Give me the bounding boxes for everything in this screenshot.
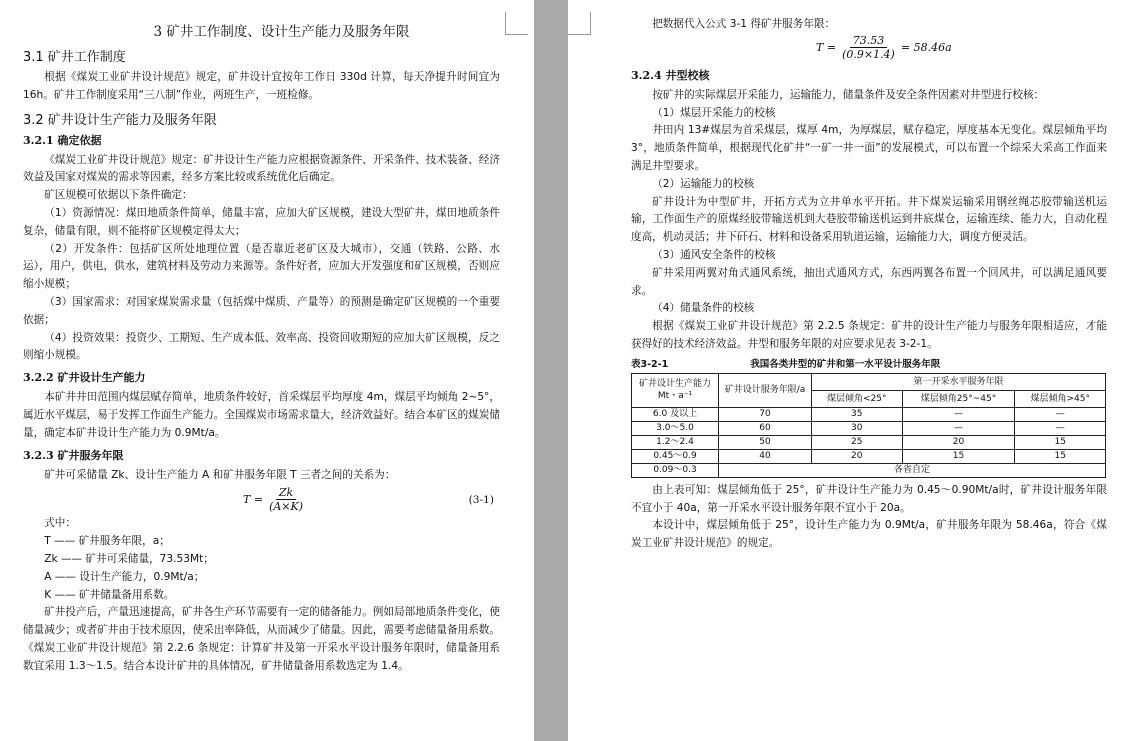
check-4-title: （4）储量条件的校核 [652, 302, 755, 315]
section-3-2-title: 3.2 矿井设计生产能力及服务年限 [23, 112, 217, 128]
table-cell: 3.0～5.0 [632, 421, 719, 435]
table-caption [631, 356, 1107, 370]
formula-numerator: Zk [276, 486, 296, 500]
table-cell: — [902, 407, 1015, 421]
service-life-table [631, 373, 1106, 478]
table-cell: 70 [719, 407, 812, 421]
service-life-formula [816, 34, 1107, 61]
table-row [632, 463, 1106, 477]
table-header-dip-gt45: 煤层倾角>45° [1015, 390, 1106, 407]
page-left-content [23, 18, 500, 676]
table-title: 我国各类井型的矿井和第一水平设计服务年限 [750, 358, 941, 370]
check-2-paragraph: 矿井设计为中型矿井，开拓方式为立井单水平开拓。井下煤炭运输采用钢丝绳芯胶带输送机运输，工作面生产的原煤经胶带输送机到大巷胶带输送机运到井底煤仓，运输连续、能力大，自动化程度高，机动灵活；井下矸石、材料和设备采用轨道运输，运输能力大，调度方便灵活。 [631, 195, 1107, 244]
definition-item: A —— 设计生产能力，0.9Mt/a； [44, 570, 205, 583]
table-cell: 25 [812, 435, 903, 449]
section-3-2-1-title: 3.2.1 确定依据 [23, 133, 102, 147]
table-row [632, 407, 1106, 421]
check-1-paragraph: 井田内 13#煤层为首采煤层，煤厚 4m，为厚煤层，赋存稳定，厚度基本无变化。煤层倾角平均 3°，地质条件简单，根据现代化矿井“一矿一井一面”的发展模式，可以布置一个综采大采高工作面来满足井型要求。 [631, 124, 1107, 172]
table-cell: 15 [1015, 435, 1106, 449]
check-3-paragraph: 矿井采用两翼对角式通风系统，抽出式通风方式，东西两翼各布置一个回风井，可以满足通风要求。 [631, 266, 1107, 297]
section-3-2-3-paragraph: 矿井可采储量 Zk、设计生产能力 A 和矿井服务年限 T 三者之间的关系为： [44, 468, 396, 481]
definition-item: Zk —— 矿井可采储量，73.53Mt； [44, 552, 214, 565]
list-item: （2）开发条件：包括矿区所处地理位置（是否靠近老矿区及大城市），交通（铁路、公路、水运），用户，供电，供水，建筑材料及劳动力来源等。条件好者，应加大开发强度和矿区规模，否则应缩小规模； [23, 242, 500, 291]
substitution-intro: 把数据代入公式 3-1 得矿井服务年限： [652, 18, 836, 30]
table-number: 表3-2-1 [631, 358, 669, 370]
list-item: （4）投资效果：投资少、工期短、生产成本低、效率高、投资回收期短的应加大矿区规模，反之则缩小规模。 [23, 331, 500, 362]
table-cell: 60 [719, 421, 812, 435]
formula-denominator: (A×K) [269, 500, 304, 514]
conclusion-paragraph-2: 本设计中，煤层倾角低于 25°，设计生产能力为 0.9Mt/a，矿井服务年限为 58.46a，符合《煤炭工业矿井设计规范》的规定。 [631, 519, 1107, 550]
table-cell: 15 [902, 449, 1015, 463]
formula-lhs: T = [243, 493, 264, 507]
table-cell: 20 [812, 449, 903, 463]
formula-where-label: 式中： [44, 517, 76, 530]
table-header-dip-lt25: 煤层倾角<25° [812, 390, 903, 407]
table-cell: 0.09～0.3 [632, 463, 719, 477]
section-3-2-3-tail-paragraph: 矿井投产后，产量迅速提高，矿井各生产环节需要有一定的储备能力。例如局部地质条件变化，使储量减少；或者矿井由于技术原因，使采出率降低，从而减少了储量。因此，需要考虑储量备用系数。《煤炭工业矿井设计规范》第 2.2.6 条规定：计算矿井及第一开采水平设计服务年限时，储量备用系数宜采用 1.3～1.5。结合本设计矿井的具体情况，矿井储量备用系数选定为 1.4。 [23, 606, 500, 672]
table-cell: 15 [1015, 449, 1106, 463]
section-3-1-title: 3.1 矿井工作制度 [23, 50, 126, 65]
definition-item: K —— 矿井储量备用系数。 [44, 588, 175, 601]
formula-numerator: 73.53 [850, 34, 888, 48]
section-3-2-3-title: 3.2.3 矿井服务年限 [23, 448, 124, 462]
list-item: （1）资源情况：煤田地质条件简单，储量丰富，应加大矿区规模，建设大型矿井，煤田地质条件复杂，储量有限，则不能将矿区规模定得太大； [23, 206, 500, 237]
section-3-2-1-intro: 矿区规模可依据以下条件确定： [44, 189, 193, 202]
formula-fraction [266, 486, 306, 513]
list-item: （3）国家需求：对国家煤炭需求量（包括煤中煤质、产量等）的预测是确定矿区规模的一个重要依据； [23, 295, 500, 326]
section-3-2-1-paragraph: 《煤炭工业矿井设计规范》规定：矿井设计生产能力应根据资源条件、开采条件、技术装备、经济效益及国家对煤炭的需求等因素，经多方案比较或系统优化后确定。 [23, 153, 500, 184]
check-3-title: （3）通风安全条件的校核 [652, 248, 776, 261]
table-header-service-life: 矿井设计服务年限/a [719, 373, 812, 407]
table-header-dip-25-45: 煤层倾角25°~45° [902, 390, 1015, 407]
table-header-first-level: 第一开采水平服务年限 [812, 373, 1106, 390]
table-cell: — [1015, 421, 1106, 435]
formula-fraction [839, 34, 898, 61]
formula-denominator: (0.9×1.4) [842, 47, 895, 61]
section-3-2-4-intro: 按矿井的实际煤层开采能力，运输能力，储量条件及安全条件因素对井型进行校核： [652, 88, 1045, 101]
table-cell: 0.45～0.9 [632, 449, 719, 463]
section-3-1-paragraph: 根据《煤炭工业矿井设计规范》规定，矿井设计宜按年工作日 330d 计算，每天净提升时间宜为 16h。矿井工作制度采用“三八制”作业，两班生产，一班检修。 [23, 71, 500, 101]
table-row [632, 421, 1106, 435]
check-2-title: （2）运输能力的校核 [652, 177, 755, 190]
table-cell: 1.2～2.4 [632, 435, 719, 449]
table-cell: 40 [719, 449, 812, 463]
conclusion-paragraph-1: 由上表可知：煤层倾角低于 25°，矿井设计生产能力为 0.45～0.90Mt/a时，矿井设计服务年限不宜小于 40a，第一开采水平设计服务年限不宜小于 20a。 [631, 483, 1107, 514]
chapter-title: 3 矿井工作制度、设计生产能力及服务年限 [153, 24, 410, 40]
page-right-content [631, 16, 1107, 553]
formula-lhs: T = [816, 40, 837, 54]
check-4-paragraph: 根据《煤炭工业矿井设计规范》第 2.2.5 条规定：矿井的设计生产能力与服务年限相适应，才能获得好的技术经济效益。井型和服务年限的对应要求见表 3-2-1。 [631, 320, 1107, 350]
document-page-left [0, 0, 534, 741]
document-page-right [568, 0, 1133, 741]
section-3-2-4-title: 3.2.4 井型校核 [631, 68, 710, 82]
table-cell: 35 [812, 407, 903, 421]
definition-item: T —— 矿井服务年限，a； [44, 535, 170, 548]
table-cell: 50 [719, 435, 812, 449]
page-corner-mark [505, 12, 528, 35]
table-cell: 30 [812, 421, 903, 435]
table-row [632, 449, 1106, 463]
table-cell: — [1015, 407, 1106, 421]
table-header-capacity: 矿井设计生产能力Mt・a⁻¹ [632, 373, 719, 407]
formula-3-1 [243, 486, 500, 513]
table-row [632, 435, 1106, 449]
check-1-title: （1）煤层开采能力的校核 [652, 106, 776, 119]
page-corner-mark [568, 12, 591, 35]
formula-number: (3-1) [468, 493, 494, 506]
table-cell: 各省自定 [719, 463, 1106, 477]
section-3-2-2-paragraph: 本矿井井田范围内煤层赋存简单，地质条件较好，首采煤层平均厚度 4m，煤层平均倾角 2~5°，属近水平煤层，易于发挥工作面生产能力。全国煤炭市场需求量大，经济效益好。结合本矿区的煤炭储量，确定本矿井设计生产能力为 0.9Mt/a。 [23, 391, 500, 439]
table-cell: 20 [902, 435, 1015, 449]
formula-result: = 58.46a [900, 40, 952, 54]
section-3-2-2-title: 3.2.2 矿井设计生产能力 [23, 371, 146, 385]
table-cell: 6.0 及以上 [632, 407, 719, 421]
table-cell: — [902, 421, 1015, 435]
